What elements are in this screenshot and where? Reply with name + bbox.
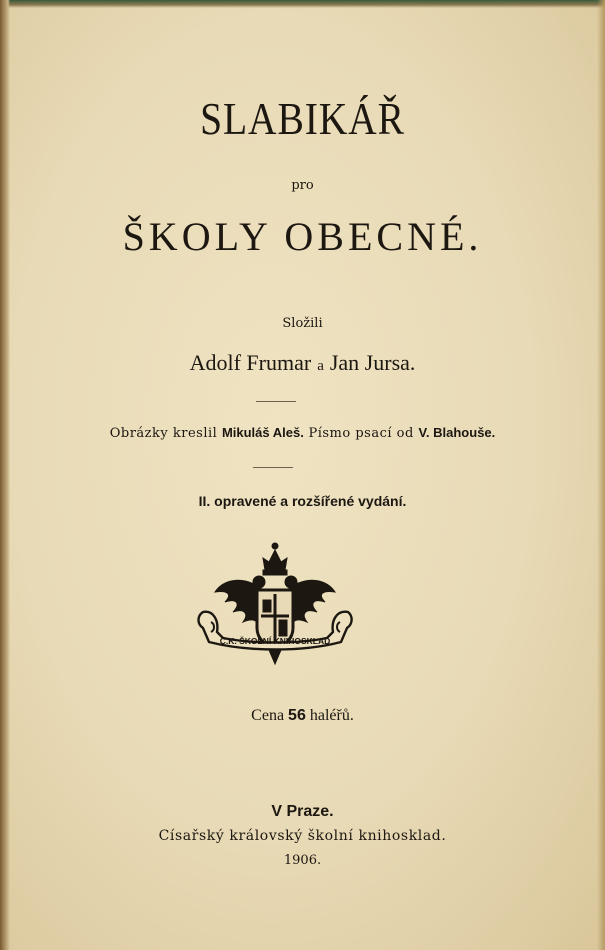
authors-line [0, 350, 605, 376]
book-title: SLABIKÁŘ [200, 93, 405, 144]
emblem-banner-text: C.K. ŠKOLNÍ KNIHOSKLAD [219, 636, 331, 646]
page-edge-top [0, 0, 605, 8]
calligrapher-name: V. Blahouše. [418, 425, 496, 440]
illustrator-name: Mikuláš Aleš. [221, 425, 304, 440]
publication-year: 1906. [283, 853, 322, 868]
author-first: Adolf Frumar [189, 350, 312, 375]
illustration-credits [0, 425, 605, 441]
illustrations-prefix: Obrázky kreslil [109, 426, 218, 441]
book-subtitle: ŠKOLY OBECNÉ. [122, 214, 483, 259]
price-line [0, 707, 605, 725]
composed-label: Složili [282, 316, 323, 331]
price-unit: haléřů. [309, 707, 354, 724]
price-label: Cena [251, 707, 285, 724]
illustrations-middle: Písmo psací od [308, 426, 414, 441]
divider-rule [256, 401, 296, 402]
price-amount: 56 [288, 707, 306, 724]
author-second: Jan Jursa. [329, 350, 416, 375]
publisher-name: Císařský královský školní knihosklad. [158, 828, 447, 844]
crown-icon [263, 543, 287, 575]
title-connector: pro [291, 178, 314, 193]
divider-rule [253, 467, 293, 468]
edition-note: II. opravené a rozšířené vydání. [198, 493, 407, 509]
publication-city: V Praze. [271, 803, 334, 820]
eagle-right-wing-icon [289, 580, 335, 626]
publisher-emblem [193, 540, 358, 682]
author-conjunction: a [317, 358, 324, 374]
eagle-left-wing-icon [215, 580, 261, 626]
